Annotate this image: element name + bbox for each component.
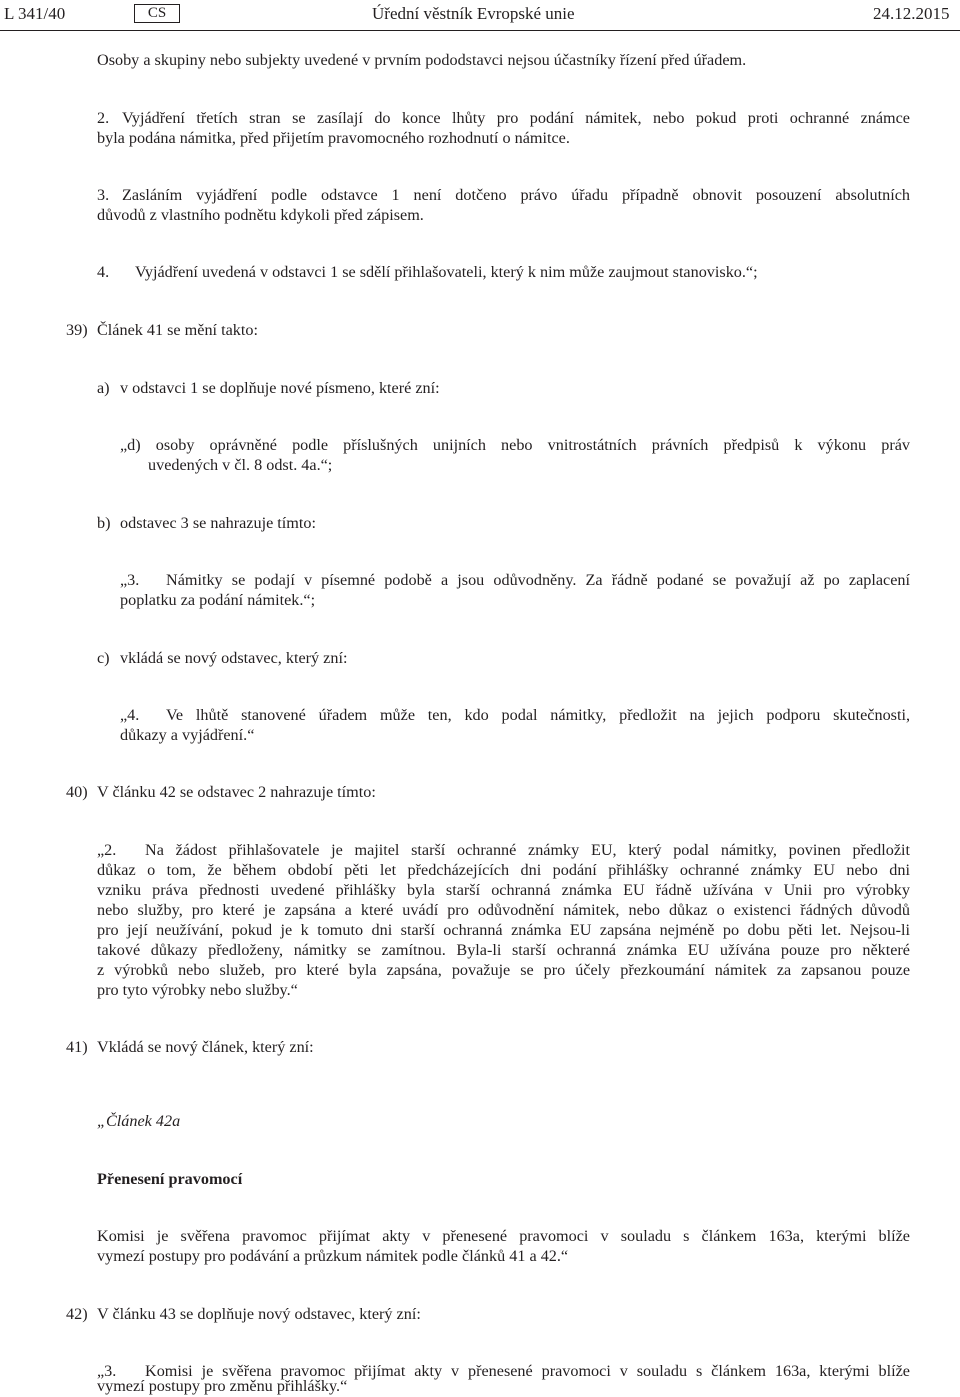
language-badge: CS: [134, 4, 180, 23]
text-line: odstavec 3 se nahrazuje tímto:: [120, 514, 316, 532]
paragraph-number: 3.: [97, 186, 110, 204]
text-line: vymezí postupy pro podávání a průzkum námitek podle článků 41 a 42.“: [97, 1247, 569, 1265]
paragraph-number: 2.: [97, 109, 110, 127]
paragraph-number: „3.: [120, 571, 140, 589]
page-reference: L 341/40: [4, 4, 66, 23]
text-line: V článku 43 se doplňuje nový odstavec, který zní:: [97, 1305, 421, 1323]
paragraph-number: 4.: [97, 263, 110, 281]
text-line: Námitky se podají v písemné podobě a jsou odůvodněny. Za řádně podané se považují až po zaplacení: [166, 571, 910, 589]
item-letter: b): [97, 514, 111, 532]
text-line: Vyjádření uvedená v odstavci 1 se sdělí přihlašovateli, který k nim může zaujmout stanovisko.“;: [135, 263, 758, 281]
text-line: důvodů z vlastního podnětu kdykoli před zápisem.: [97, 206, 424, 224]
journal-title: Úřední věstník Evropské unie: [372, 4, 575, 23]
publication-date: 24.12.2015: [873, 4, 950, 23]
paragraph-number: „4.: [120, 706, 140, 724]
text-line: Článek 41 se mění takto:: [97, 321, 258, 339]
text-line: Osoby a skupiny nebo subjekty uvedené v prvním pododstavci nejsou účastníky řízení před úřadem.: [97, 51, 747, 69]
text-line: takové důkazy předloženy, námitky se zamítnou. Byla-li starší ochranná známka EU užívána pouze pro některé: [97, 941, 910, 959]
item-number: 40): [66, 783, 88, 801]
paragraph-number: „2.: [97, 841, 117, 859]
text-line: „d) osoby oprávněné podle příslušných unijních nebo vnitrostátních právních předpisů k výkonu práv: [120, 436, 910, 454]
text-line: vzniku práva přednosti uvedené přihlášky byla starší ochranná známka EU řádně užívána v Unii pro výrobky: [97, 881, 910, 899]
text-line: poplatku za podání námitek.“;: [120, 591, 316, 609]
item-number: 42): [66, 1305, 88, 1323]
text-line: uvedených v čl. 8 odst. 4a.“;: [148, 456, 333, 474]
text-line: pro její neužívání, pokud je k tomuto dni starší ochranná známka EU zapsána nejméně po dobu pěti let. Nejsou-li: [97, 921, 910, 939]
item-letter: c): [97, 649, 110, 667]
text-line: pro tyto výrobky nebo služby.“: [97, 981, 298, 999]
text-line: z výrobků nebo služeb, pro které byla zapsána, považuje se pro účely přezkoumání námitek za zapsanou pouze: [97, 961, 910, 979]
text-line: byla podána námitka, před přijetím pravomocného rozhodnutí o námitce.: [97, 129, 570, 147]
text-line: Na žádost přihlašovatele je majitel starší ochranné známky EU, který podal námitky, povinen předložit: [145, 841, 910, 859]
item-number: 39): [66, 321, 88, 339]
text-line: důkaz o tom, že během období pěti let předcházejících dni podání přihlášky ochranné známky EU nebo dni: [97, 861, 910, 879]
text-line: vkládá se nový odstavec, který zní:: [120, 649, 348, 667]
text-line: Zasláním vyjádření podle odstavce 1 není dotčeno právo úřadu případně obnovit posouzení absolutních: [122, 186, 910, 204]
text-line: V článku 42 se odstavec 2 nahrazuje tímto:: [97, 783, 376, 801]
text-line: Komisi je svěřena pravomoc přijímat akty v přenesené pravomoci v souladu s článkem 163a, kterými blíže: [97, 1227, 910, 1245]
text-line: vymezí postupy pro změnu přihlášky.“: [97, 1377, 348, 1395]
text-line: Komisi je svěřena pravomoc přijímat akty v přenesené pravomoci v souladu s článkem 163a, kterými blíže: [145, 1362, 910, 1380]
text-line: Vkládá se nový článek, který zní:: [97, 1038, 314, 1056]
text-line: nebo služby, pro které je zapsána a které uvádí pro odůvodnění námitek, nebo důkaz o existenci řádných důvodů: [97, 901, 910, 919]
item-letter: a): [97, 379, 110, 397]
text-line: důkazy a vyjádření.“: [120, 726, 255, 744]
text-line: Ve lhůtě stanovené úřadem může ten, kdo podal námitky, předložit na jejich podporu skutečnosti,: [166, 706, 910, 724]
article-title: Přenesení pravomocí: [97, 1170, 243, 1188]
text-line: Vyjádření třetích stran se zasílají do konce lhůty pro podání námitek, nebo pokud proti ochranné známce: [122, 109, 910, 127]
paragraph-number: „3.: [97, 1362, 117, 1380]
header-rule: [0, 30, 960, 31]
text-line: v odstavci 1 se doplňuje nové písmeno, které zní:: [120, 379, 440, 397]
item-number: 41): [66, 1038, 88, 1056]
article-heading: „Článek 42a: [97, 1112, 181, 1130]
